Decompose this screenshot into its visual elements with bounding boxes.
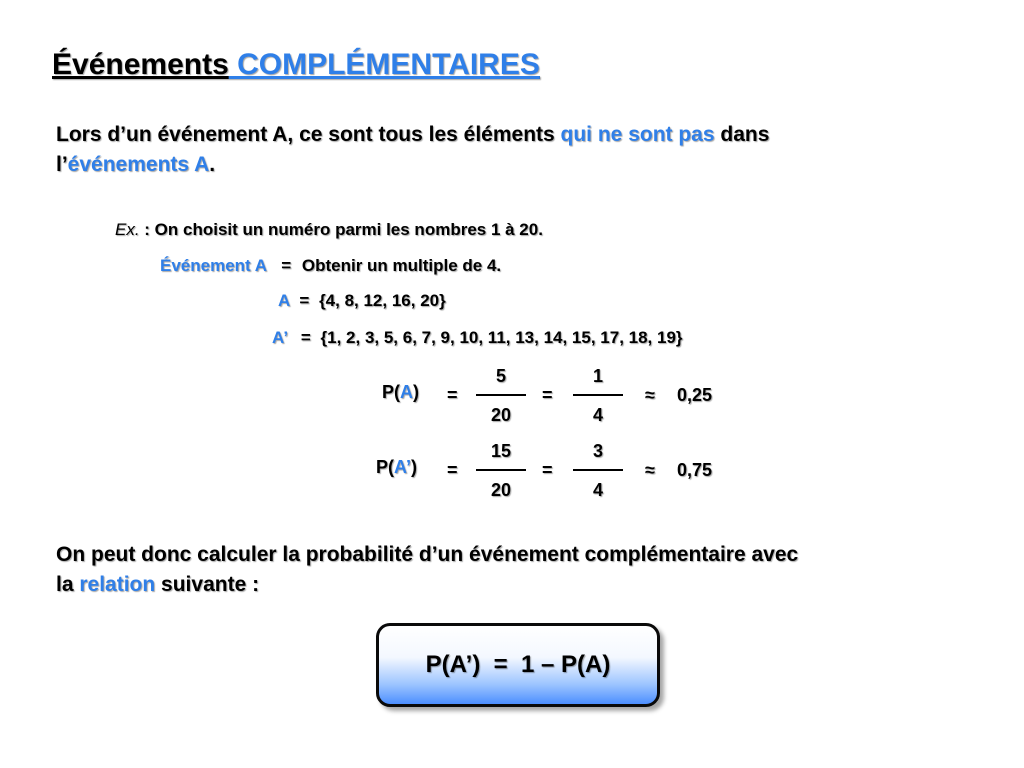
event-label: Événement A — [160, 256, 267, 275]
prob-ac-close: ) — [411, 457, 418, 477]
prob-a-den2: 4 — [592, 405, 603, 425]
intro-text-3: l’ — [56, 153, 68, 176]
title-part1: Événements — [52, 48, 229, 81]
prob-ac-num1: 15 — [490, 441, 512, 461]
set-ac-eq: = — [300, 328, 311, 347]
prob-a-close: ) — [413, 382, 419, 402]
set-a-label: A — [278, 291, 290, 310]
prob-a-num2: 1 — [592, 366, 603, 386]
set-a — [278, 291, 446, 311]
prob-a-value: 0,25 — [677, 385, 713, 405]
prob-ac-symbol: A’ — [394, 457, 412, 477]
prob-ac-value: 0,75 — [677, 460, 713, 480]
prob-a-approx: ≈ — [645, 385, 655, 405]
prob-ac-eq2: = — [542, 460, 553, 480]
intro-text-1: Lors d’un événement A, ce sont tous les éléments — [56, 123, 561, 146]
prob-ac-den1: 20 — [490, 480, 512, 500]
formula-box — [376, 623, 660, 707]
prob-ac-fracbar2 — [573, 469, 623, 471]
conclusion-text-2: la — [56, 573, 80, 596]
prob-ac-fracbar1 — [476, 469, 526, 471]
formula-text: P(A’) = 1 – P(A) — [425, 651, 611, 678]
prob-ac-den2: 4 — [592, 480, 603, 500]
event-text: Obtenir un multiple de 4. — [301, 256, 502, 275]
example-line — [115, 220, 543, 240]
set-ac — [272, 328, 683, 348]
example-text: : On choisit un numéro parmi les nombres 1 à 20. — [139, 220, 543, 239]
conclusion-text-3: suivante : — [155, 573, 260, 596]
prob-a-fracbar2 — [573, 394, 623, 396]
prob-a-den1: 20 — [490, 405, 512, 425]
prob-a-fracbar1 — [476, 394, 526, 396]
title-part2: COMPLÉMENTAIRES — [228, 48, 540, 81]
prob-ac-label — [376, 457, 417, 478]
conclusion-line1: On peut donc calculer la probabilité d’un événement complémentaire avec — [56, 543, 799, 566]
prob-a-eq1: = — [447, 385, 458, 405]
conclusion-paragraph — [56, 540, 798, 600]
prob-ac-num2: 3 — [592, 441, 603, 461]
set-ac-value: {1, 2, 3, 5, 6, 7, 9, 10, 11, 13, 14, 15, 17, 18, 19} — [320, 328, 683, 347]
intro-highlight-1: qui ne sont pas — [560, 123, 715, 146]
intro-text-2: dans — [714, 123, 770, 146]
intro-paragraph — [56, 120, 956, 180]
prob-a-label — [382, 382, 419, 403]
prob-ac-open: P( — [376, 457, 394, 477]
intro-highlight-2: événements A — [67, 153, 210, 176]
set-a-eq: = — [299, 291, 310, 310]
prob-ac-approx: ≈ — [645, 460, 655, 480]
intro-text-4: . — [209, 153, 216, 176]
set-a-value: {4, 8, 12, 16, 20} — [319, 291, 446, 310]
prob-a-open: P( — [382, 382, 400, 402]
example-prefix: Ex. — [115, 220, 140, 239]
slide-title — [52, 48, 540, 82]
conclusion-highlight: relation — [79, 573, 156, 596]
prob-a-num1: 5 — [495, 366, 506, 386]
set-ac-label: A’ — [272, 328, 288, 347]
event-eq: = — [281, 256, 292, 275]
prob-a-eq2: = — [542, 385, 553, 405]
prob-ac-eq1: = — [447, 460, 458, 480]
prob-a-symbol: A — [400, 382, 413, 402]
event-definition — [160, 256, 501, 276]
